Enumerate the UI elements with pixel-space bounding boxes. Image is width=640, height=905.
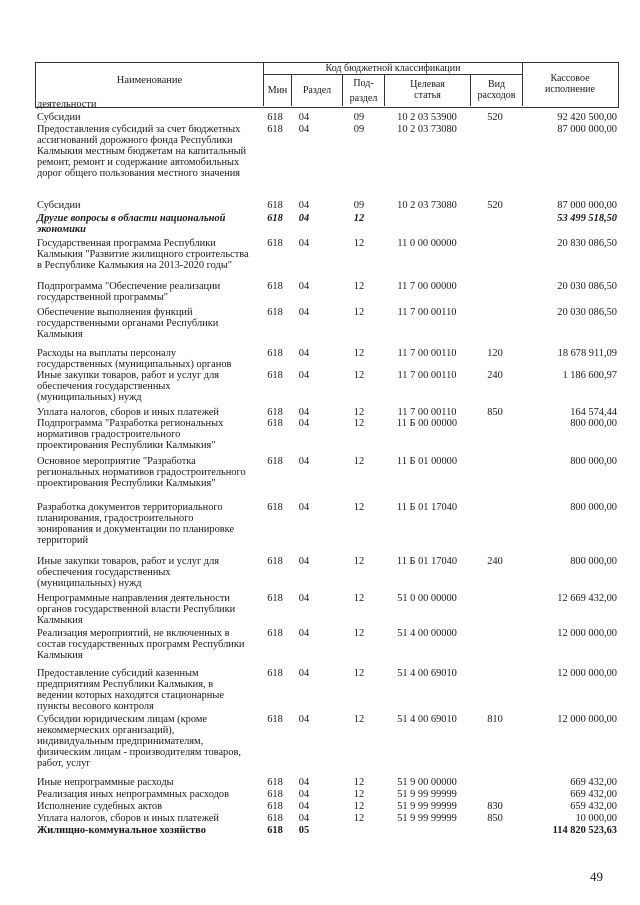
row-celevaya: 51 9 99 99999 [397, 801, 457, 812]
row-celevaya: 11 7 00 00110 [397, 370, 457, 381]
row-sum: 1 186 600,97 [562, 370, 617, 381]
row-celevaya: 51 4 00 69010 [397, 668, 457, 679]
row-name: Жилищно-коммунальное хозяйство [37, 825, 206, 836]
row-sum: 20 030 086,50 [557, 307, 617, 318]
row-razdel: 04 [298, 456, 310, 467]
row-min: 618 [267, 281, 283, 292]
row-razdel: 04 [298, 124, 310, 135]
header-celevaya-line2: статья [414, 90, 441, 101]
row-podrazdel: 12 [353, 593, 365, 604]
row-celevaya: 51 9 99 99999 [397, 789, 457, 800]
row-min: 618 [267, 668, 283, 679]
row-name: Обеспечение выполнения функций государственными органами Республики Калмыкия [37, 307, 219, 340]
row-razdel: 04 [298, 213, 310, 224]
row-sum: 800 000,00 [570, 502, 617, 513]
row-celevaya: 11 7 00 00000 [397, 281, 457, 292]
row-podrazdel: 12 [353, 628, 365, 639]
row-razdel: 04 [298, 502, 310, 513]
row-name: Иные закупки товаров, работ и услуг для обеспечения государственных (муниципальных) нужд [37, 370, 220, 403]
row-sum: 20 830 086,50 [557, 238, 617, 249]
header-razdel-cell: Раздел [302, 85, 332, 96]
row-vid: 120 [487, 348, 503, 359]
header-celevaya-line1: Целевая [410, 79, 445, 90]
row-sum: 87 000 000,00 [557, 124, 617, 135]
row-min: 618 [267, 628, 283, 639]
row-min: 618 [267, 593, 283, 604]
row-celevaya: 11 7 00 00110 [397, 348, 457, 359]
row-podrazdel: 12 [353, 502, 365, 513]
row-name: Предоставления субсидий за счет бюджетных ассигнований дорожного фонда Республики Калмыкия местным бюджетам на капитальный ремонт, ремонт и содержание автомобильных дорог общего пользования местного значения [37, 124, 247, 179]
row-celevaya: 10 2 03 53900 [397, 112, 457, 123]
row-vid: 850 [487, 407, 503, 418]
row-min: 618 [267, 777, 283, 788]
row-sum: 87 000 000,00 [557, 200, 617, 211]
row-celevaya: 11 Б 01 17040 [396, 502, 458, 513]
row-celevaya: 11 Б 00 00000 [396, 418, 458, 429]
page-number: 49 [590, 869, 603, 884]
row-podrazdel: 12 [353, 281, 365, 292]
header-podrazdel-line1: Под- [353, 78, 374, 89]
row-razdel: 04 [298, 556, 310, 567]
row-podrazdel: 12 [353, 813, 365, 824]
row-razdel: 04 [298, 370, 310, 381]
row-sum: 659 432,00 [570, 801, 617, 812]
row-sum: 10 000,00 [575, 813, 617, 824]
row-vid: 520 [487, 200, 503, 211]
row-min: 618 [267, 124, 283, 135]
row-razdel: 04 [298, 348, 310, 359]
row-min: 618 [267, 307, 283, 318]
row-podrazdel: 12 [353, 668, 365, 679]
row-min: 618 [267, 456, 283, 467]
row-vid: 240 [487, 556, 503, 567]
row-celevaya: 51 9 00 00000 [397, 777, 457, 788]
row-celevaya: 51 4 00 00000 [397, 628, 457, 639]
row-celevaya: 11 7 00 00110 [397, 407, 457, 418]
row-name: Подпрограмма "Обеспечение реализации государственной программы" [37, 281, 221, 303]
row-celevaya: 51 9 99 99999 [397, 813, 457, 824]
row-sum: 92 420 500,00 [557, 112, 617, 123]
row-sum: 12 000 000,00 [557, 668, 617, 679]
row-name: Исполнение судебных актов [37, 801, 162, 812]
header-group-label: Код бюджетной классификации [325, 63, 461, 74]
header-name-cell: Наименование [116, 75, 183, 86]
row-min: 618 [267, 502, 283, 513]
row-sum: 20 030 086,50 [557, 281, 617, 292]
row-min: 618 [267, 789, 283, 800]
header-kassovoe-line1: Кассовое [550, 73, 590, 84]
header-podrazdel-line2: раздел [349, 93, 378, 104]
row-name: Разработка документов территориального планирования, градостроительного зонирования и документации по планировке территорий [37, 502, 235, 546]
row-podrazdel: 12 [353, 801, 365, 812]
row-celevaya: 11 0 00 00000 [397, 238, 457, 249]
row-sum: 12 000 000,00 [557, 628, 617, 639]
row-min: 618 [267, 200, 283, 211]
row-razdel: 04 [298, 789, 310, 800]
row-name: Подпрограмма "Разработка региональных нормативов градостроительного проектирования Республики Калмыкия" [37, 418, 224, 451]
row-podrazdel: 12 [353, 418, 365, 429]
row-min: 618 [267, 112, 283, 123]
row-celevaya: 11 7 00 00110 [397, 307, 457, 318]
row-podrazdel: 12 [353, 789, 365, 800]
row-name: Другие вопросы в области национальной экономики [37, 213, 226, 235]
row-celevaya: 10 2 03 73080 [397, 124, 457, 135]
row-vid: 240 [487, 370, 503, 381]
row-name: Субсидии юридическим лицам (кроме некоммерческих организаций), индивидуальным предпринимателям, физическим лицам - производителям товаров, работ, услуг [37, 714, 241, 769]
row-name: Государственная программа Республики Калмыкия "Развитие жилищного строительства в Республике Калмыкия на 2013-2020 годы" [37, 238, 249, 271]
row-min: 618 [267, 348, 283, 359]
header-vid-line1: Вид [487, 79, 506, 90]
row-sum: 800 000,00 [570, 556, 617, 567]
row-podrazdel: 12 [353, 307, 365, 318]
row-sum: 800 000,00 [570, 418, 617, 429]
row-name: Иные закупки товаров, работ и услуг для обеспечения государственных (муниципальных) нужд [37, 556, 220, 589]
row-razdel: 04 [298, 714, 310, 725]
row-sum: 669 432,00 [570, 777, 617, 788]
row-sum: 114 820 523,63 [552, 825, 617, 836]
header-kassovoe-line2: исполнение [545, 84, 595, 95]
row-min: 618 [267, 213, 283, 224]
row-podrazdel: 12 [353, 556, 365, 567]
row-min: 618 [267, 813, 283, 824]
row-razdel: 04 [298, 628, 310, 639]
row-razdel: 04 [298, 668, 310, 679]
row-name: Иные непрограммные расходы [37, 777, 174, 788]
row-vid: 830 [487, 801, 503, 812]
row-vid: 520 [487, 112, 503, 123]
row-podrazdel: 12 [353, 348, 365, 359]
row-name: Основное мероприятие "Разработка региональных нормативов градостроительного проектирования Республики Калмыкия" [37, 456, 246, 489]
row-celevaya: 10 2 03 73080 [397, 200, 457, 211]
row-sum: 800 000,00 [570, 456, 617, 467]
row-podrazdel: 12 [353, 370, 365, 381]
row-name: Непрограммные направления деятельности органов государственной власти Республики Калмыкия [37, 593, 236, 626]
row-name: деятельности [37, 99, 97, 110]
row-min: 618 [267, 714, 283, 725]
row-name: Субсидии [37, 112, 81, 123]
row-razdel: 04 [298, 593, 310, 604]
row-razdel: 04 [298, 407, 310, 418]
row-podrazdel: 12 [353, 777, 365, 788]
row-vid: 850 [487, 813, 503, 824]
row-podrazdel: 09 [353, 112, 365, 123]
row-celevaya: 11 Б 01 17040 [396, 556, 458, 567]
row-name: Реализация мероприятий, не включенных в состав государственных программ Республики Калмыкия [37, 628, 245, 661]
row-razdel: 05 [298, 825, 310, 836]
row-podrazdel: 12 [353, 714, 365, 725]
row-name: Предоставление субсидий казенным предприятиям Республики Калмыкия, в ведении которых находятся стационарные пункты весового контроля [37, 668, 224, 712]
row-min: 618 [267, 801, 283, 812]
row-podrazdel: 09 [353, 200, 365, 211]
row-razdel: 04 [298, 418, 310, 429]
row-razdel: 04 [298, 238, 310, 249]
row-podrazdel: 12 [353, 456, 365, 467]
row-min: 618 [267, 238, 283, 249]
row-sum: 164 574,44 [570, 407, 617, 418]
row-razdel: 04 [298, 307, 310, 318]
row-podrazdel: 12 [353, 213, 365, 224]
row-min: 618 [267, 556, 283, 567]
row-name: Расходы на выплаты персоналу государственных (муниципальных) органов [37, 348, 232, 370]
row-celevaya: 51 4 00 69010 [397, 714, 457, 725]
row-min: 618 [267, 370, 283, 381]
row-celevaya: 11 Б 01 00000 [396, 456, 458, 467]
row-razdel: 04 [298, 801, 310, 812]
row-razdel: 04 [298, 200, 310, 211]
row-podrazdel: 12 [353, 407, 365, 418]
row-min: 618 [267, 407, 283, 418]
row-razdel: 04 [298, 281, 310, 292]
row-celevaya: 51 0 00 00000 [397, 593, 457, 604]
row-min: 618 [267, 825, 283, 836]
row-name: Уплата налогов, сборов и иных платежей [37, 407, 219, 418]
row-name: Уплата налогов, сборов и иных платежей [37, 813, 219, 824]
row-sum: 669 432,00 [570, 789, 617, 800]
header-min-cell: Мин [267, 85, 288, 96]
row-sum: 12 669 432,00 [557, 593, 617, 604]
row-razdel: 04 [298, 112, 310, 123]
row-sum: 18 678 911,09 [557, 348, 617, 359]
header-vid-line2: расходов [477, 90, 516, 101]
row-razdel: 04 [298, 777, 310, 788]
row-razdel: 04 [298, 813, 310, 824]
row-vid: 810 [487, 714, 503, 725]
row-sum: 12 000 000,00 [557, 714, 617, 725]
row-name: Реализация иных непрограммных расходов [37, 789, 229, 800]
row-podrazdel: 12 [353, 238, 365, 249]
row-sum: 53 499 518,50 [557, 213, 617, 224]
row-podrazdel: 09 [353, 124, 365, 135]
row-min: 618 [267, 418, 283, 429]
row-name: Субсидии [37, 200, 81, 211]
